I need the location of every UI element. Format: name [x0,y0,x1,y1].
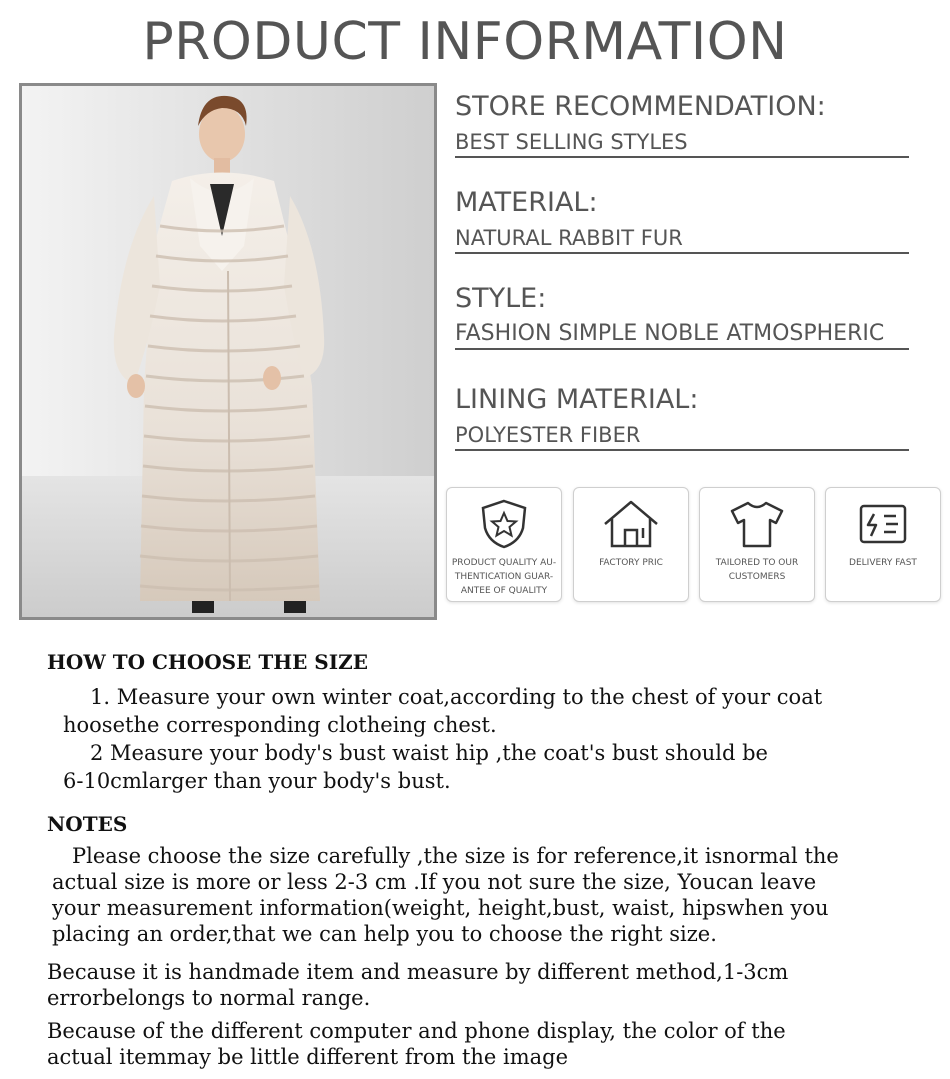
spec-label: MATERIAL: [455,187,598,218]
notes-line: Because of the different computer and phone display, the color of the [47,1019,786,1043]
badge-label-line: CUSTOMERS [728,572,786,582]
badge-tailored [699,487,815,602]
spec-style [455,282,945,350]
spec-value: NATURAL RABBIT FUR [455,226,683,250]
spec-lining-material [455,383,945,451]
badge-label [826,556,940,570]
divider [455,156,909,158]
divider [455,449,909,451]
notes-line: Please choose the size carefully ,the size is for reference,it isnormal the [72,844,839,868]
badge-label-line: PRODUCT QUALITY AU- [451,558,557,568]
notes-line: actual size is more or less 2-3 cm .If you not sure the size, Youcan leave [52,870,817,894]
house-icon [601,498,661,550]
spec-material [455,186,945,254]
shield-star-icon [477,498,531,550]
badge-quality [446,487,562,602]
badge-label-line: THENTICATION GUAR- [454,572,554,582]
spec-value: BEST SELLING STYLES [455,130,688,154]
notes-line: errorbelongs to normal range. [47,986,371,1010]
badge-factory-price [573,487,689,602]
notes-line: placing an order,that we can help you to choose the right size. [52,922,717,946]
notes-heading: NOTES [47,812,128,836]
size-guide-line: 2 Measure your body's bust waist hip ,the coat's bust should be [90,741,768,765]
size-guide-heading: HOW TO CHOOSE THE SIZE [47,650,368,674]
product-photo [19,83,437,620]
badge-label [574,556,688,570]
tshirt-icon [726,498,788,550]
divider [455,252,909,254]
badge-delivery [825,487,941,602]
size-guide-line: 1. Measure your own winter coat,according to the chest of your coat [90,685,823,709]
size-guide-line: 6-10cmlarger than your body's bust. [63,769,451,793]
divider [455,348,909,350]
spec-label: STYLE: [455,283,547,314]
badge-label-line: ANTEE OF QUALITY [460,586,548,596]
spec-label: LINING MATERIAL: [455,384,699,415]
notes-line: your measurement information(weight, height,bust, waist, hipswhen you [52,896,829,920]
spec-label: STORE RECOMMENDATION: [455,91,826,122]
page-title: PRODUCT INFORMATION [142,12,788,72]
notes-line: Because it is handmade item and measure by different method,1-3cm [47,960,789,984]
badge-label [447,556,561,598]
notes-line: actual itemmay be little different from the image [47,1045,569,1069]
size-guide-line: hoosethe corresponding clotheing chest. [63,713,497,737]
delivery-icon [856,498,910,550]
badge-label-line: DELIVERY FAST [849,558,917,568]
badge-label-line: FACTORY PRIC [599,558,663,568]
spec-store-recommendation [455,90,945,158]
badge-label-line: TAILORED TO OUR [715,558,799,568]
spec-value: POLYESTER FIBER [455,423,641,447]
badge-label [700,556,814,584]
spec-value: FASHION SIMPLE NOBLE ATMOSPHERIC [455,321,885,346]
